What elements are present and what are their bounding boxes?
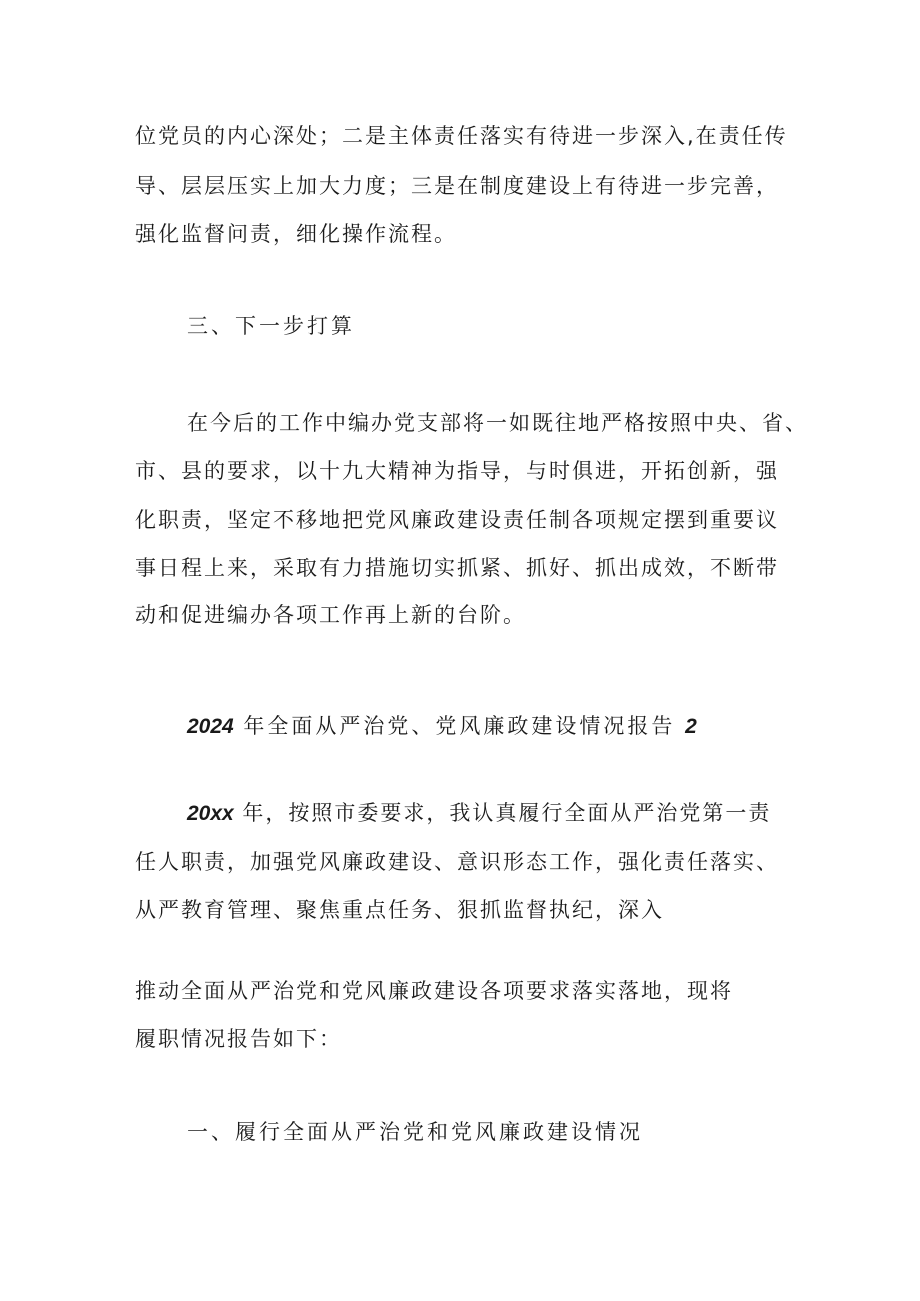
paragraph-line: 化职责，坚定不移地把党风廉政建设责任制各项规定摆到重要议: [135, 508, 779, 532]
paragraph-line: 事日程上来，采取有力措施切实抓紧、抓好、抓出成效，不断带: [135, 556, 779, 580]
paragraph-line: 从严教育管理、聚焦重点任务、狠抓监督执纪，深入: [135, 898, 664, 922]
report-title-year: 2024: [187, 715, 234, 738]
intro-year: 20xx: [187, 802, 234, 825]
paragraph-line: 履职情况报告如下：: [135, 1027, 342, 1051]
paragraph-line: 导、层层压实上加大力度；三是在制度建设上有待进一步完善，: [135, 174, 779, 198]
section-heading-next-steps: 三、下一步打算: [187, 314, 355, 338]
report-title: [187, 711, 697, 742]
paragraph-line: 动和促进编办各项工作再上新的台阶。: [135, 603, 526, 627]
paragraph-line: 任人职责，加强党风廉政建设、意识形态工作，强化责任落实、: [135, 850, 779, 874]
paragraph-line: 位党员的内心深处；二是主体责任落实有待进一步深入,在责任传: [135, 124, 788, 148]
paragraph-line: [187, 798, 771, 829]
paragraph-line: 在今后的工作中编办党支部将一如既往地严格按照中央、省、: [187, 411, 808, 435]
paragraph-line: 强化监督问责，细化操作流程。: [135, 222, 457, 246]
paragraph-line: 推动全面从严治党和党风廉政建设各项要求落实落地，现将: [135, 979, 733, 1003]
section-heading-duties: 一、履行全面从严治党和党风廉政建设情况: [187, 1120, 643, 1144]
intro-first-line: 年，按照市委要求，我认真履行全面从严治党第一责: [233, 801, 772, 825]
report-title-text: 年全面从严治党、党风廉政建设情况报告: [233, 714, 686, 738]
paragraph-line: 市、县的要求，以十九大精神为指导，与时俱进，开拓创新，强: [135, 459, 779, 483]
report-title-number: 2: [685, 715, 697, 738]
